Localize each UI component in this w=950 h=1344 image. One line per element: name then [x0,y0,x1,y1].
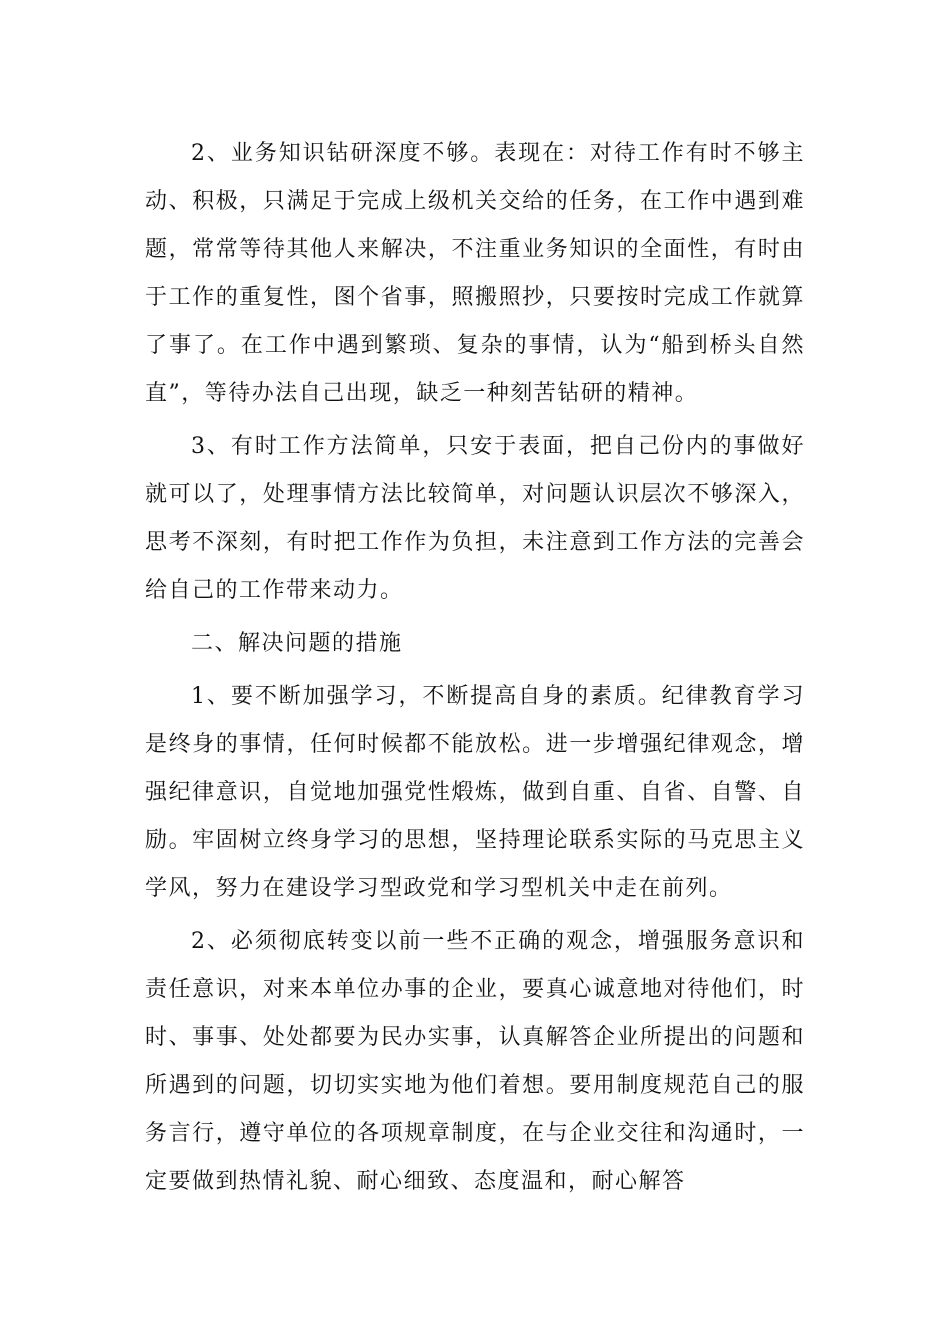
paragraph-change-concepts: 2、必须彻底转变以前一些不正确的观念，增强服务意识和责任意识，对来本单位办事的企业，要真心诚意地对待他们，时时、事事、处处都要为民办实事，认真解答企业所提出的问题和所遇到的问题，切切实实地为他们着想。要用制度规范自己的服务言行，遵守单位的各项规章制度，在与企业交往和沟通时，一定要做到热情礼貌、耐心细致、态度温和，耐心解答 [145,929,805,1194]
document-body [145,130,805,1211]
paragraph-strengthen-learning: 1、要不断加强学习，不断提高自身的素质。纪律教育学习是终身的事情，任何时候都不能放松。进一步增强纪律观念，增强纪律意识，自觉地加强党性煅炼，做到自重、自省、自警、自励。牢固树立终身学习的思想，坚持理论联系实际的马克思主义学风，努力在建设学习型政党和学习型机关中走在前列。 [145,684,805,901]
section-heading-measures: 二、解决问题的措施 [191,631,403,656]
paragraph-work-method: 3、有时工作方法简单，只安于表面，把自己份内的事做好就可以了，处理事情方法比较简单，对问题认识层次不够深入，思考不深刻，有时把工作作为负担，未注意到工作方法的完善会给自己的工作带来动力。 [145,434,805,603]
paragraph-business-knowledge: 2、业务知识钻研深度不够。表现在：对待工作有时不够主动、积极，只满足于完成上级机关交给的任务，在工作中遇到难题，常常等待其他人来解决，不注重业务知识的全面性，有时由于工作的重复性，图个省事，照搬照抄，只要按时完成工作就算了事了。在工作中遇到繁琐、复杂的事情，认为“船到桥头自然直”，等待办法自己出现，缺乏一种刻苦钻研的精神。 [145,141,805,406]
